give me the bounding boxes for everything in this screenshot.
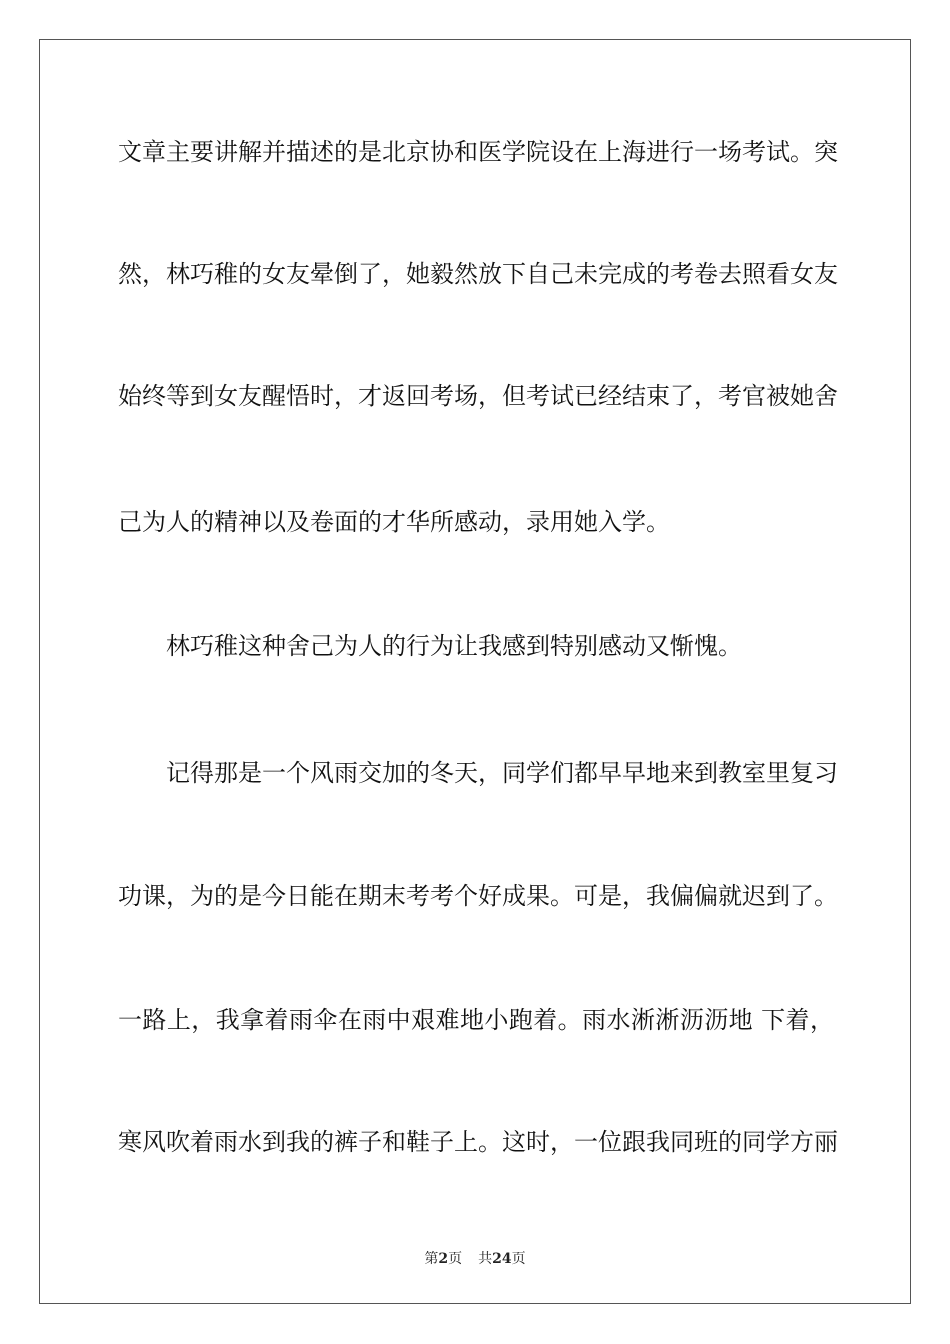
page-suffix: 页 <box>448 1251 463 1267</box>
paragraph-line: 始终等到女友醒悟时，才返回考场，但考试已经结束了，考官被她舍 <box>118 382 838 410</box>
paragraph-line: 林巧稚这种舍己为人的行为让我感到特别感动又惭愧。 <box>166 632 742 660</box>
total-pages: 24 <box>492 1251 512 1267</box>
page-footer <box>0 1248 950 1268</box>
paragraph-line: 文章主要讲解并描述的是北京协和医学院设在上海进行一场考试。突 <box>118 138 838 166</box>
paragraph-line: 记得那是一个风雨交加的冬天，同学们都早早地来到教室里复习 <box>166 759 838 787</box>
paragraph-line: 一路上，我拿着雨伞在雨中艰难地小跑着。雨水淅淅沥沥地 下着， <box>118 1006 834 1034</box>
page-border <box>39 39 911 1304</box>
paragraph-line: 功课，为的是今日能在期末考考个好成果。可是，我偏偏就迟到了。 <box>118 882 838 910</box>
total-suffix: 页 <box>511 1251 526 1267</box>
page-prefix: 第 <box>424 1251 439 1267</box>
page-number: 2 <box>438 1251 449 1267</box>
paragraph-line: 己为人的精神以及卷面的才华所感动，录用她入学。 <box>118 508 670 536</box>
paragraph-line: 寒风吹着雨水到我的裤子和鞋子上。这时，一位跟我同班的同学方丽 <box>118 1128 838 1156</box>
total-prefix: 共 <box>478 1251 493 1267</box>
paragraph-line: 然，林巧稚的女友晕倒了，她毅然放下自己未完成的考卷去照看女友 <box>118 260 838 288</box>
